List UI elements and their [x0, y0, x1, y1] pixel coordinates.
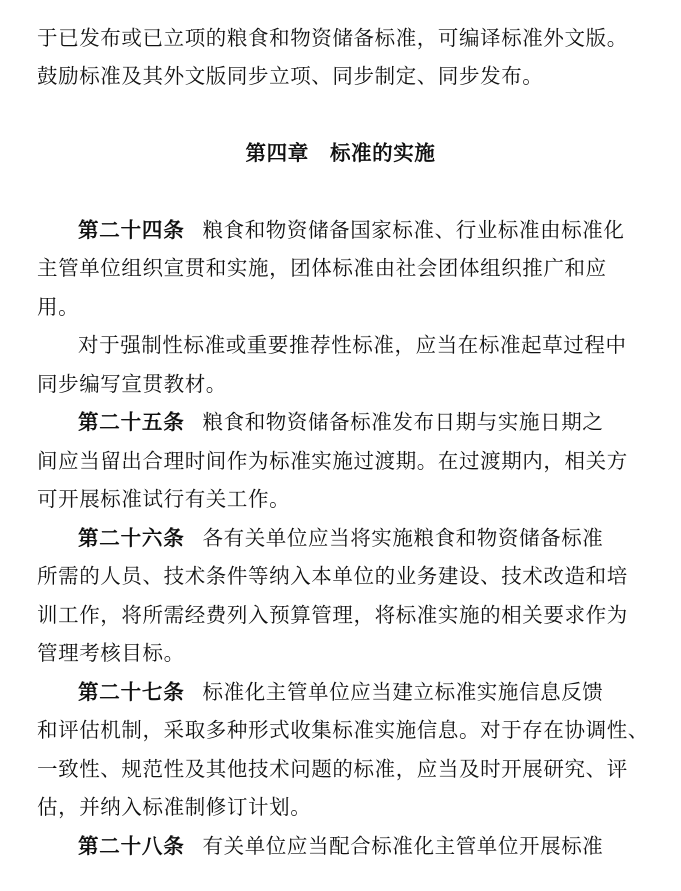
article-25-title: 第二十五条: [78, 410, 185, 434]
article-27-text-3: 一致性、规范性及其他技术问题的标准，应当及时开展研究、评: [37, 757, 628, 781]
article-26-text-1: 各有关单位应当将实施粮食和物资储备标准: [202, 526, 604, 550]
article-24-para2-line-2: 同步编写宣贯教材。: [37, 372, 227, 396]
article-24-title: 第二十四条: [78, 218, 185, 242]
article-24-para2-line-1: 对于强制性标准或重要推荐性标准，应当在标准起草过程中: [78, 333, 627, 357]
article-25-first-line: [78, 408, 603, 436]
chapter-heading: 第四章 标准的实施: [245, 141, 436, 165]
article-24-text-1: 粮食和物资储备国家标准、行业标准由标准化: [202, 218, 625, 242]
article-27-text-1: 标准化主管单位应当建立标准实施信息反馈: [202, 680, 604, 704]
article-28-first-line: [78, 832, 603, 860]
article-24-first-line: [78, 216, 625, 244]
article-27-text-2: 和评估机制，采取多种形式收集标准实施信息。对于存在协调性、: [37, 718, 649, 742]
article-25-text-2: 间应当留出合理时间作为标准实施过渡期。在过渡期内，相关方: [37, 449, 628, 473]
continuation-line-1: 于已发布或已立项的粮食和物资储备标准，可编译标准外文版。: [37, 26, 628, 50]
continuation-line-2: 鼓励标准及其外文版同步立项、同步制定、同步发布。: [37, 64, 544, 88]
article-26-title: 第二十六条: [78, 526, 185, 550]
article-28-text-1: 有关单位应当配合标准化主管单位开展标准: [202, 834, 604, 858]
article-25-text-3: 可开展标准试行有关工作。: [37, 487, 291, 511]
article-26-text-2: 所需的人员、技术条件等纳入本单位的业务建设、技术改造和培: [37, 564, 628, 588]
article-24-text-2: 主管单位组织宣贯和实施，团体标准由社会团体组织推广和应: [37, 256, 607, 280]
article-28-title: 第二十八条: [78, 834, 185, 858]
article-27-text-4: 估，并纳入标准制修订计划。: [37, 795, 312, 819]
article-26-first-line: [78, 524, 603, 552]
article-26-text-4: 管理考核目标。: [37, 641, 185, 665]
article-24-text-3: 用。: [37, 295, 80, 319]
article-27-title: 第二十七条: [78, 680, 185, 704]
article-27-first-line: [78, 678, 603, 706]
article-25-text-1: 粮食和物资储备标准发布日期与实施日期之: [202, 410, 604, 434]
article-26-text-3: 训工作，将所需经费列入预算管理，将标准实施的相关要求作为: [37, 603, 628, 627]
